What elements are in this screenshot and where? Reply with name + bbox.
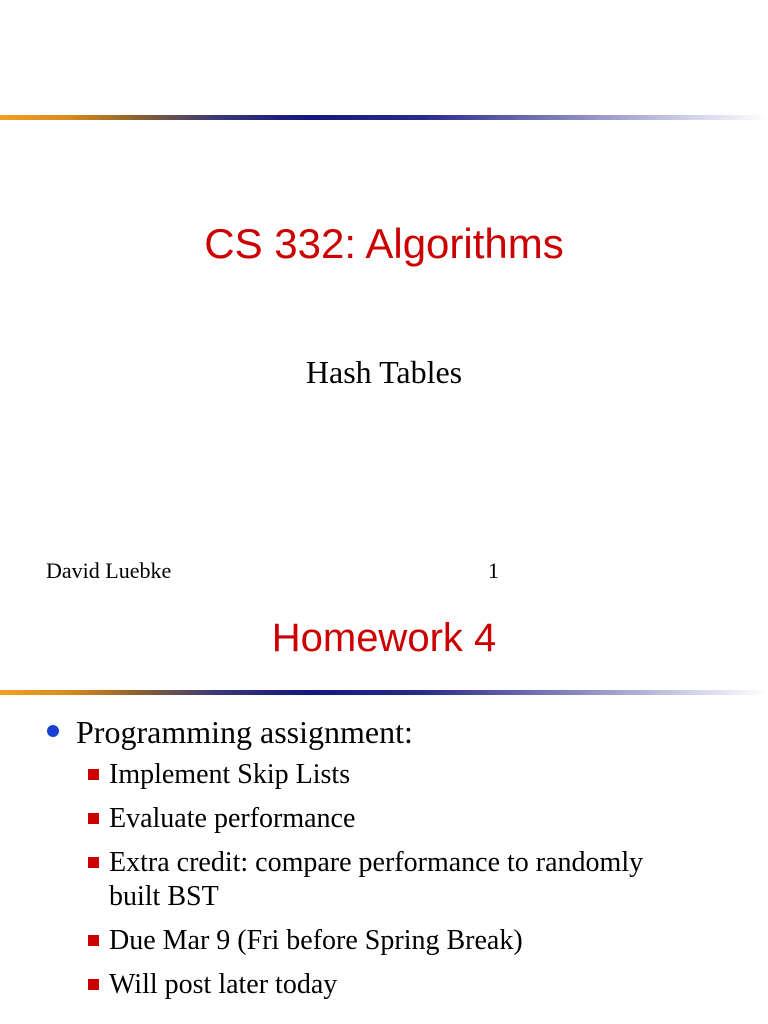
bullet-square-icon — [88, 769, 99, 780]
sub-bullet-text: Extra credit: compare performance to randomly built BST — [109, 847, 644, 912]
bullet-text: Programming assignment: — [76, 714, 413, 750]
sub-bullet-item — [0, 924, 768, 958]
slide-title: CS 332: Algorithms — [204, 220, 564, 267]
sub-bullet-item — [0, 968, 768, 1002]
bullet-list — [0, 710, 768, 1002]
sub-bullet-text: Implement Skip Lists — [109, 759, 351, 790]
sub-bullet-text: Due Mar 9 (Fri before Spring Break) — [109, 925, 523, 956]
footer-page-number: 1 — [488, 558, 499, 583]
footer-author: David Luebke — [46, 558, 172, 583]
sub-bullet-text: Evaluate performance — [109, 803, 356, 834]
bullet-square-icon — [88, 813, 99, 824]
bullet-square-icon — [88, 935, 99, 946]
bullet-item — [0, 710, 768, 754]
title-rule — [0, 690, 768, 695]
sub-bullet-text: Will post later today — [109, 969, 338, 1000]
bullet-square-icon — [88, 979, 99, 990]
bullet-square-icon — [88, 857, 99, 868]
bullet-dot-icon — [47, 725, 59, 737]
title-rule — [0, 115, 768, 120]
sub-bullet-item — [0, 802, 768, 836]
sub-bullet-item — [0, 758, 768, 792]
slide-title: Homework 4 — [271, 616, 497, 660]
slide-2 — [0, 586, 768, 1024]
slide-subtitle: Hash Tables — [305, 354, 463, 390]
sub-bullet-item — [0, 846, 768, 914]
